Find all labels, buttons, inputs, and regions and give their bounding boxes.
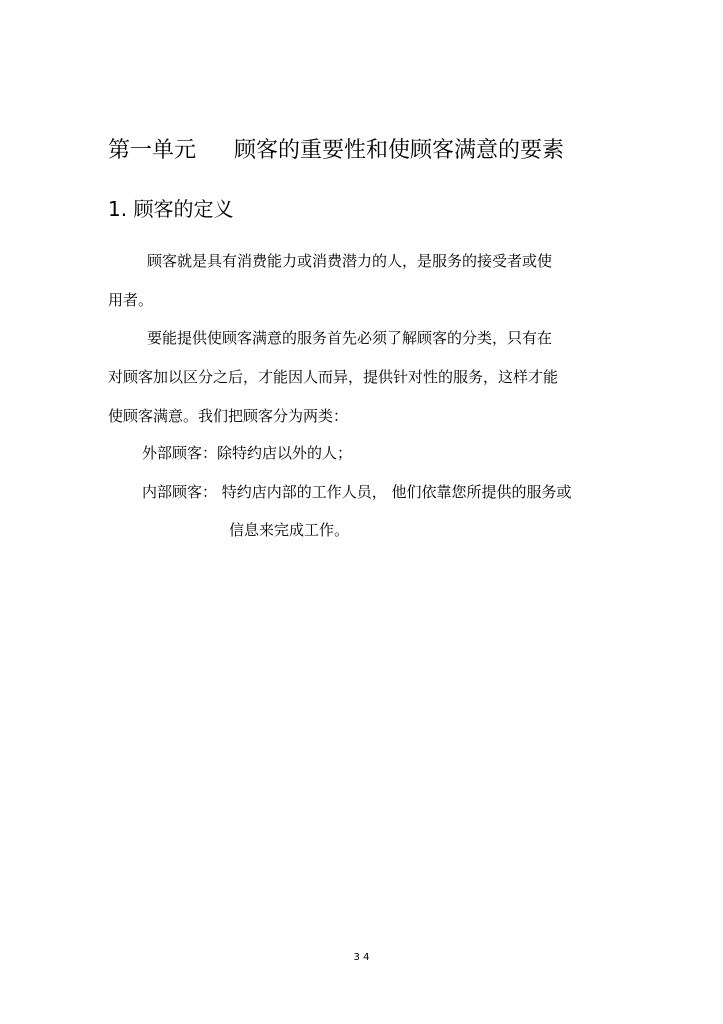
definition-line-2: 用者。 xyxy=(108,291,154,309)
internal-customer-item-continued: 信息来完成工作。 xyxy=(229,521,350,539)
section-heading: 1. 顾客的定义 xyxy=(108,197,234,221)
internal-customer-item: 内部顾客： 特约店内部的工作人员， 他们依靠您所提供的服务或 xyxy=(142,483,572,501)
page-number: 3 4 xyxy=(353,952,370,963)
chapter-title-text: 顾客的重要性和使顾客满意的要素 xyxy=(234,138,565,163)
chapter-title xyxy=(108,140,564,162)
classification-line-1: 要能提供使顾客满意的服务首先必须了解顾客的分类，只有在 xyxy=(147,329,553,347)
classification-line-3: 使顾客满意。我们把顾客分为两类： xyxy=(108,407,349,425)
external-customer-item: 外部顾客：除特约店以外的人； xyxy=(142,444,353,462)
definition-line-1: 顾客就是具有消费能力或消费潜力的人，是服务的接受者或使 xyxy=(147,252,553,270)
classification-line-2: 对顾客加以区分之后，才能因人而异，提供针对性的服务，这样才能 xyxy=(108,368,559,386)
chapter-label: 第一单元 xyxy=(108,138,197,163)
